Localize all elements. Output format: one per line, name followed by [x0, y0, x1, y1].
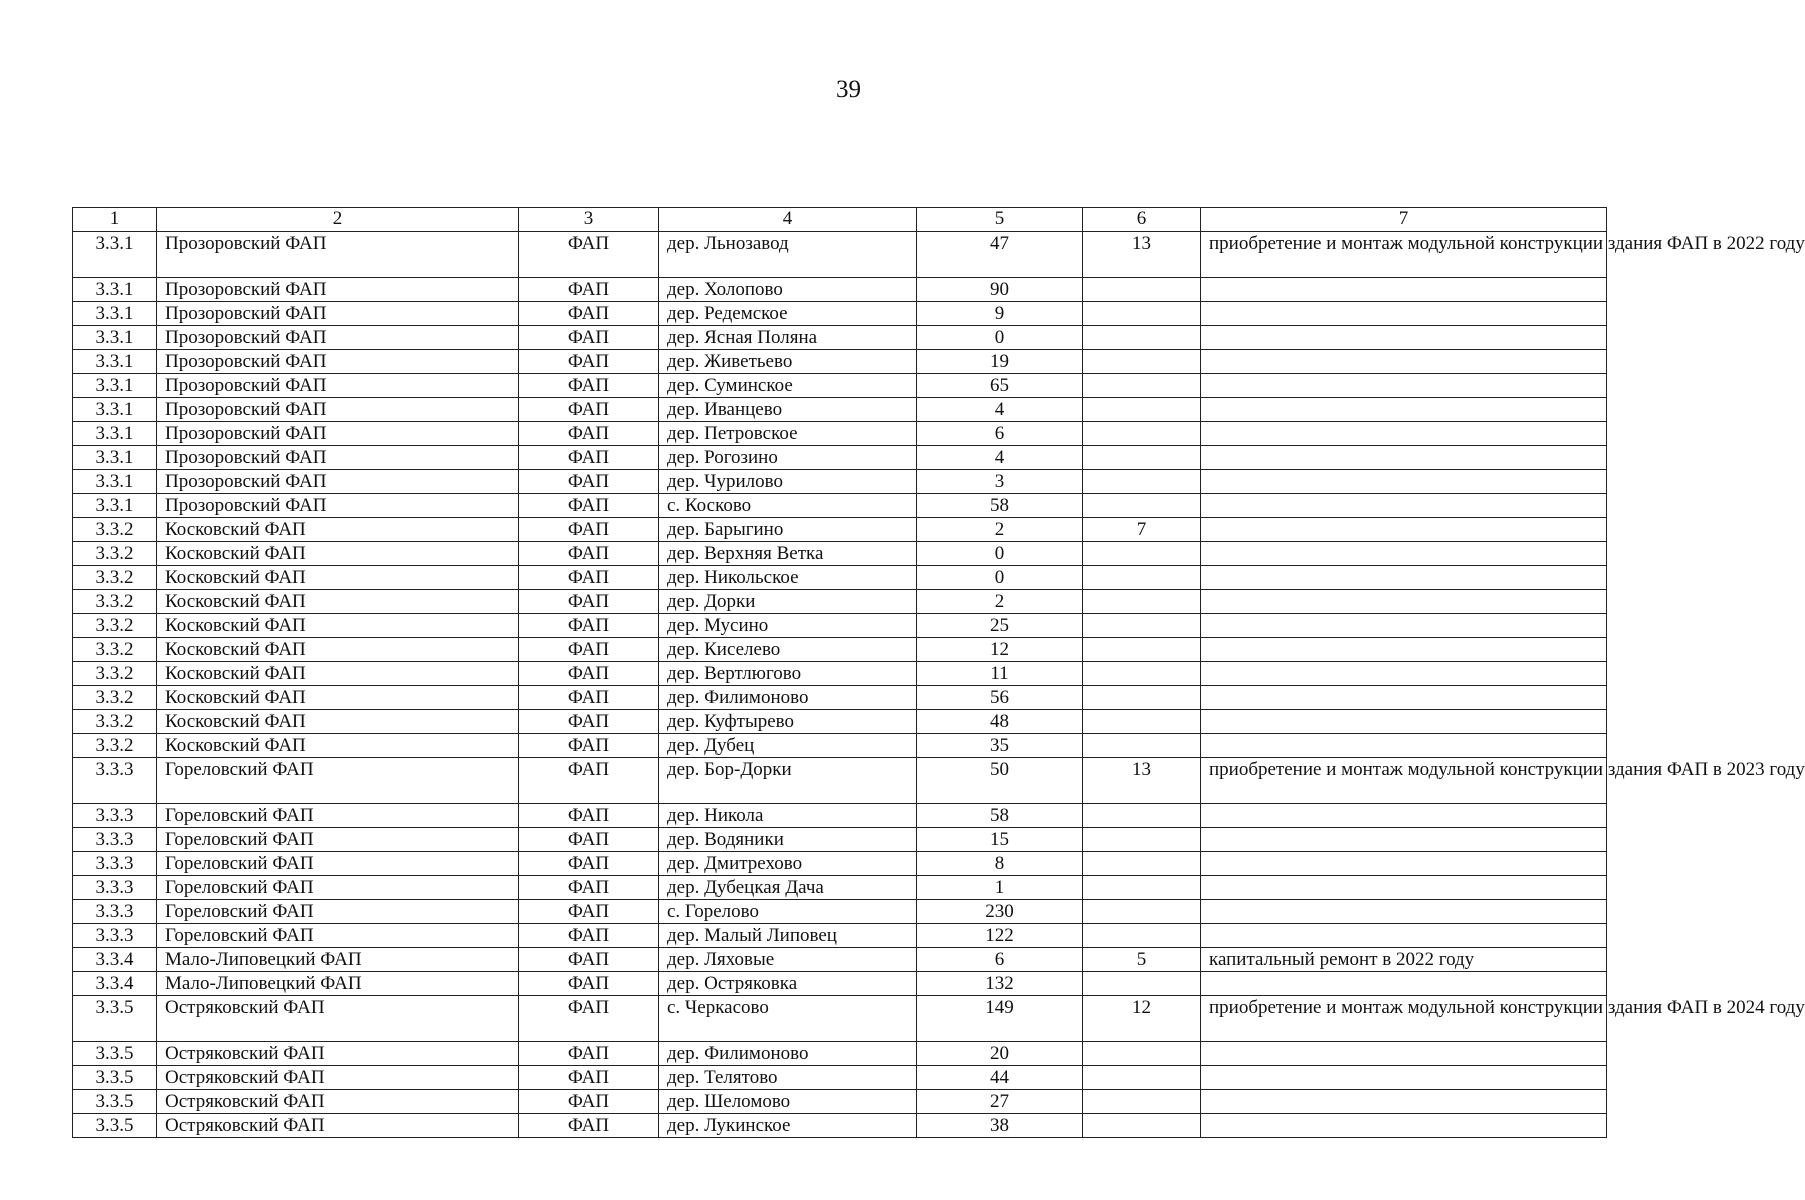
table-row [73, 710, 1607, 734]
facility-type: ФАП [519, 804, 659, 828]
settlement-name: дер. Дорки [659, 590, 917, 614]
note-text: приобретение и монтаж модульной конструкции здания ФАП в 2022 году [1201, 232, 1607, 278]
facility-type: ФАП [519, 494, 659, 518]
table-row [73, 542, 1607, 566]
note-text [1201, 446, 1607, 470]
staff-value [1083, 470, 1201, 494]
staff-value [1083, 398, 1201, 422]
population-value: 0 [917, 326, 1083, 350]
note-text [1201, 1042, 1607, 1066]
population-value: 6 [917, 422, 1083, 446]
row-number: 3.3.1 [73, 374, 157, 398]
facility-name: Остряковский ФАП [157, 1066, 519, 1090]
facility-name: Остряковский ФАП [157, 1042, 519, 1066]
facility-type: ФАП [519, 972, 659, 996]
staff-value [1083, 734, 1201, 758]
settlement-name: с. Косково [659, 494, 917, 518]
row-number: 3.3.1 [73, 470, 157, 494]
note-text [1201, 518, 1607, 542]
facility-name: Гореловский ФАП [157, 804, 519, 828]
row-number: 3.3.3 [73, 852, 157, 876]
row-number: 3.3.3 [73, 758, 157, 804]
settlement-name: дер. Лукинское [659, 1114, 917, 1138]
table-row [73, 852, 1607, 876]
population-value: 0 [917, 542, 1083, 566]
facility-type: ФАП [519, 1042, 659, 1066]
row-number: 3.3.5 [73, 1090, 157, 1114]
staff-value [1083, 326, 1201, 350]
facility-type: ФАП [519, 446, 659, 470]
facility-type: ФАП [519, 710, 659, 734]
population-value: 58 [917, 804, 1083, 828]
population-value: 4 [917, 398, 1083, 422]
settlement-name: дер. Телятово [659, 1066, 917, 1090]
row-number: 3.3.5 [73, 1114, 157, 1138]
settlement-name: дер. Холопово [659, 278, 917, 302]
population-value: 44 [917, 1066, 1083, 1090]
note-text [1201, 374, 1607, 398]
table-row [73, 1090, 1607, 1114]
facility-type: ФАП [519, 900, 659, 924]
facility-type: ФАП [519, 542, 659, 566]
population-value: 8 [917, 852, 1083, 876]
population-value: 27 [917, 1090, 1083, 1114]
population-value: 2 [917, 518, 1083, 542]
facility-name: Косковский ФАП [157, 518, 519, 542]
settlement-name: дер. Иванцево [659, 398, 917, 422]
facility-type: ФАП [519, 876, 659, 900]
settlement-name: дер. Суминское [659, 374, 917, 398]
staff-value: 13 [1083, 232, 1201, 278]
table-row [73, 1066, 1607, 1090]
staff-value [1083, 972, 1201, 996]
column-header: 2 [157, 208, 519, 232]
table-row [73, 470, 1607, 494]
note-text: приобретение и монтаж модульной конструкции здания ФАП в 2024 году [1201, 996, 1607, 1042]
note-text [1201, 734, 1607, 758]
note-text [1201, 566, 1607, 590]
table-row [73, 948, 1607, 972]
row-number: 3.3.1 [73, 326, 157, 350]
row-number: 3.3.2 [73, 590, 157, 614]
facility-type: ФАП [519, 422, 659, 446]
row-number: 3.3.4 [73, 972, 157, 996]
settlement-name: дер. Льнозавод [659, 232, 917, 278]
facility-type: ФАП [519, 1090, 659, 1114]
staff-value [1083, 710, 1201, 734]
note-text [1201, 804, 1607, 828]
note-text [1201, 542, 1607, 566]
facility-type: ФАП [519, 828, 659, 852]
staff-value [1083, 1066, 1201, 1090]
settlement-name: дер. Малый Липовец [659, 924, 917, 948]
facility-name: Прозоровский ФАП [157, 398, 519, 422]
facility-name: Гореловский ФАП [157, 900, 519, 924]
staff-value [1083, 828, 1201, 852]
staff-value [1083, 1042, 1201, 1066]
staff-value [1083, 374, 1201, 398]
note-text [1201, 876, 1607, 900]
settlement-name: дер. Дубец [659, 734, 917, 758]
note-text [1201, 972, 1607, 996]
row-number: 3.3.2 [73, 734, 157, 758]
facility-name: Прозоровский ФАП [157, 470, 519, 494]
column-header: 1 [73, 208, 157, 232]
facility-name: Прозоровский ФАП [157, 302, 519, 326]
settlement-name: дер. Дмитрехово [659, 852, 917, 876]
staff-value [1083, 900, 1201, 924]
row-number: 3.3.2 [73, 566, 157, 590]
table-row [73, 638, 1607, 662]
table-row [73, 398, 1607, 422]
staff-value [1083, 422, 1201, 446]
staff-value [1083, 924, 1201, 948]
staff-value [1083, 350, 1201, 374]
settlement-name: дер. Ляховые [659, 948, 917, 972]
table-header-row [73, 208, 1607, 232]
facility-type: ФАП [519, 278, 659, 302]
row-number: 3.3.2 [73, 518, 157, 542]
facility-type: ФАП [519, 470, 659, 494]
staff-value: 7 [1083, 518, 1201, 542]
settlement-name: дер. Остряковка [659, 972, 917, 996]
settlement-name: дер. Барыгино [659, 518, 917, 542]
facility-type: ФАП [519, 662, 659, 686]
facility-name: Косковский ФАП [157, 566, 519, 590]
table-row [73, 518, 1607, 542]
row-number: 3.3.1 [73, 350, 157, 374]
facility-name: Косковский ФАП [157, 686, 519, 710]
facility-type: ФАП [519, 398, 659, 422]
facility-name: Косковский ФАП [157, 614, 519, 638]
staff-value: 12 [1083, 996, 1201, 1042]
facility-type: ФАП [519, 302, 659, 326]
note-text [1201, 924, 1607, 948]
facility-type: ФАП [519, 614, 659, 638]
facility-name: Мало-Липовецкий ФАП [157, 972, 519, 996]
note-text [1201, 302, 1607, 326]
table-row [73, 876, 1607, 900]
settlement-name: дер. Ясная Поляна [659, 326, 917, 350]
facility-type: ФАП [519, 734, 659, 758]
facility-type: ФАП [519, 350, 659, 374]
table-row [73, 374, 1607, 398]
table-body [73, 232, 1805, 1138]
note-text [1201, 398, 1607, 422]
note-text [1201, 278, 1607, 302]
population-value: 56 [917, 686, 1083, 710]
facility-name: Косковский ФАП [157, 734, 519, 758]
note-text [1201, 662, 1607, 686]
note-text [1201, 422, 1607, 446]
population-value: 1 [917, 876, 1083, 900]
facility-name: Косковский ФАП [157, 542, 519, 566]
column-header: 7 [1201, 208, 1607, 232]
staff-value [1083, 302, 1201, 326]
staff-value [1083, 804, 1201, 828]
facility-name: Косковский ФАП [157, 638, 519, 662]
population-value: 12 [917, 638, 1083, 662]
population-value: 47 [917, 232, 1083, 278]
table-row [73, 590, 1607, 614]
facility-name: Прозоровский ФАП [157, 232, 519, 278]
table-row [73, 326, 1607, 350]
settlement-name: дер. Чурилово [659, 470, 917, 494]
facility-name: Остряковский ФАП [157, 1090, 519, 1114]
population-value: 9 [917, 302, 1083, 326]
facility-name: Гореловский ФАП [157, 876, 519, 900]
row-number: 3.3.2 [73, 662, 157, 686]
population-value: 3 [917, 470, 1083, 494]
staff-value [1083, 852, 1201, 876]
facility-type: ФАП [519, 852, 659, 876]
staff-value [1083, 686, 1201, 710]
table-row [73, 494, 1607, 518]
facility-name: Прозоровский ФАП [157, 422, 519, 446]
facility-name: Гореловский ФАП [157, 852, 519, 876]
staff-value [1083, 1090, 1201, 1114]
row-number: 3.3.5 [73, 996, 157, 1042]
population-value: 0 [917, 566, 1083, 590]
staff-value [1083, 494, 1201, 518]
settlement-name: дер. Куфтырево [659, 710, 917, 734]
row-number: 3.3.3 [73, 804, 157, 828]
facility-name: Прозоровский ФАП [157, 446, 519, 470]
note-text: капитальный ремонт в 2022 году [1201, 948, 1607, 972]
table-row [73, 614, 1607, 638]
settlement-name: дер. Мусино [659, 614, 917, 638]
table-row [73, 996, 1607, 1042]
table-row [73, 662, 1607, 686]
facility-name: Прозоровский ФАП [157, 374, 519, 398]
facility-name: Остряковский ФАП [157, 1114, 519, 1138]
row-number: 3.3.3 [73, 828, 157, 852]
staff-value [1083, 278, 1201, 302]
settlement-name: дер. Шеломово [659, 1090, 917, 1114]
staff-value [1083, 566, 1201, 590]
population-value: 2 [917, 590, 1083, 614]
settlement-name: дер. Филимоново [659, 686, 917, 710]
note-text: приобретение и монтаж модульной конструкции здания ФАП в 2023 году [1201, 758, 1607, 804]
row-number: 3.3.3 [73, 900, 157, 924]
table-row [73, 804, 1607, 828]
column-header: 3 [519, 208, 659, 232]
population-value: 15 [917, 828, 1083, 852]
population-value: 149 [917, 996, 1083, 1042]
facility-name: Гореловский ФАП [157, 828, 519, 852]
population-value: 132 [917, 972, 1083, 996]
facility-name: Косковский ФАП [157, 710, 519, 734]
settlement-name: дер. Рогозино [659, 446, 917, 470]
facility-type: ФАП [519, 518, 659, 542]
facility-name: Мало-Липовецкий ФАП [157, 948, 519, 972]
population-value: 48 [917, 710, 1083, 734]
settlement-name: дер. Киселево [659, 638, 917, 662]
note-text [1201, 326, 1607, 350]
settlement-name: дер. Живетьево [659, 350, 917, 374]
table-row [73, 686, 1607, 710]
staff-value [1083, 662, 1201, 686]
row-number: 3.3.5 [73, 1042, 157, 1066]
settlement-name: дер. Бор-Дорки [659, 758, 917, 804]
population-value: 50 [917, 758, 1083, 804]
data-table [72, 207, 1805, 1138]
population-value: 65 [917, 374, 1083, 398]
column-header: 5 [917, 208, 1083, 232]
population-value: 11 [917, 662, 1083, 686]
table-row [73, 232, 1607, 278]
table-row [73, 734, 1607, 758]
note-text [1201, 710, 1607, 734]
facility-type: ФАП [519, 566, 659, 590]
row-number: 3.3.1 [73, 494, 157, 518]
population-value: 4 [917, 446, 1083, 470]
settlement-name: дер. Вертлюгово [659, 662, 917, 686]
population-value: 6 [917, 948, 1083, 972]
table-row [73, 566, 1607, 590]
row-number: 3.3.5 [73, 1066, 157, 1090]
population-value: 35 [917, 734, 1083, 758]
note-text [1201, 852, 1607, 876]
column-header: 6 [1083, 208, 1201, 232]
table-row [73, 350, 1607, 374]
note-text [1201, 350, 1607, 374]
facility-name: Прозоровский ФАП [157, 326, 519, 350]
table-row [73, 972, 1607, 996]
facility-type: ФАП [519, 924, 659, 948]
note-text [1201, 828, 1607, 852]
population-value: 58 [917, 494, 1083, 518]
note-text [1201, 900, 1607, 924]
staff-value [1083, 542, 1201, 566]
row-number: 3.3.3 [73, 876, 157, 900]
settlement-name: дер. Водяники [659, 828, 917, 852]
note-text [1201, 1114, 1607, 1138]
row-number: 3.3.1 [73, 422, 157, 446]
population-value: 20 [917, 1042, 1083, 1066]
staff-value [1083, 590, 1201, 614]
row-number: 3.3.3 [73, 924, 157, 948]
table-row [73, 422, 1607, 446]
row-number: 3.3.2 [73, 542, 157, 566]
note-text [1201, 1066, 1607, 1090]
staff-value [1083, 638, 1201, 662]
note-text [1201, 494, 1607, 518]
population-value: 122 [917, 924, 1083, 948]
staff-value [1083, 446, 1201, 470]
settlement-name: с. Горелово [659, 900, 917, 924]
settlement-name: дер. Верхняя Ветка [659, 542, 917, 566]
staff-value [1083, 1114, 1201, 1138]
row-number: 3.3.1 [73, 232, 157, 278]
table-row [73, 900, 1607, 924]
row-number: 3.3.2 [73, 710, 157, 734]
note-text [1201, 470, 1607, 494]
row-number: 3.3.1 [73, 278, 157, 302]
facility-type: ФАП [519, 326, 659, 350]
facility-type: ФАП [519, 232, 659, 278]
row-number: 3.3.4 [73, 948, 157, 972]
facility-type: ФАП [519, 374, 659, 398]
facility-type: ФАП [519, 638, 659, 662]
facility-type: ФАП [519, 1114, 659, 1138]
row-number: 3.3.2 [73, 638, 157, 662]
table-row [73, 302, 1607, 326]
note-text [1201, 638, 1607, 662]
table-row [73, 758, 1607, 804]
facility-type: ФАП [519, 758, 659, 804]
settlement-name: дер. Петровское [659, 422, 917, 446]
row-number: 3.3.1 [73, 302, 157, 326]
population-value: 19 [917, 350, 1083, 374]
row-number: 3.3.1 [73, 398, 157, 422]
note-text [1201, 1090, 1607, 1114]
row-number: 3.3.1 [73, 446, 157, 470]
facility-name: Косковский ФАП [157, 590, 519, 614]
population-value: 38 [917, 1114, 1083, 1138]
facility-type: ФАП [519, 996, 659, 1042]
table-row [73, 278, 1607, 302]
row-number: 3.3.2 [73, 686, 157, 710]
facility-name: Гореловский ФАП [157, 758, 519, 804]
page-number: 39 [836, 76, 861, 103]
facility-name: Прозоровский ФАП [157, 278, 519, 302]
facility-type: ФАП [519, 590, 659, 614]
staff-value: 13 [1083, 758, 1201, 804]
table-row [73, 1114, 1607, 1138]
facility-type: ФАП [519, 686, 659, 710]
table-row [73, 924, 1607, 948]
settlement-name: дер. Редемское [659, 302, 917, 326]
note-text [1201, 590, 1607, 614]
row-number: 3.3.2 [73, 614, 157, 638]
staff-value [1083, 876, 1201, 900]
facility-type: ФАП [519, 948, 659, 972]
note-text [1201, 686, 1607, 710]
facility-name: Косковский ФАП [157, 662, 519, 686]
facility-name: Прозоровский ФАП [157, 350, 519, 374]
staff-value [1083, 614, 1201, 638]
settlement-name: дер. Филимоново [659, 1042, 917, 1066]
settlement-name: дер. Никольское [659, 566, 917, 590]
settlement-name: дер. Дубецкая Дача [659, 876, 917, 900]
staff-value: 5 [1083, 948, 1201, 972]
table-row [73, 446, 1607, 470]
facility-name: Прозоровский ФАП [157, 494, 519, 518]
facility-type: ФАП [519, 1066, 659, 1090]
facility-name: Остряковский ФАП [157, 996, 519, 1042]
column-header: 4 [659, 208, 917, 232]
population-value: 25 [917, 614, 1083, 638]
table-row [73, 1042, 1607, 1066]
settlement-name: дер. Никола [659, 804, 917, 828]
population-value: 90 [917, 278, 1083, 302]
note-text [1201, 614, 1607, 638]
facility-name: Гореловский ФАП [157, 924, 519, 948]
population-value: 230 [917, 900, 1083, 924]
settlement-name: с. Черкасово [659, 996, 917, 1042]
table-row [73, 828, 1607, 852]
